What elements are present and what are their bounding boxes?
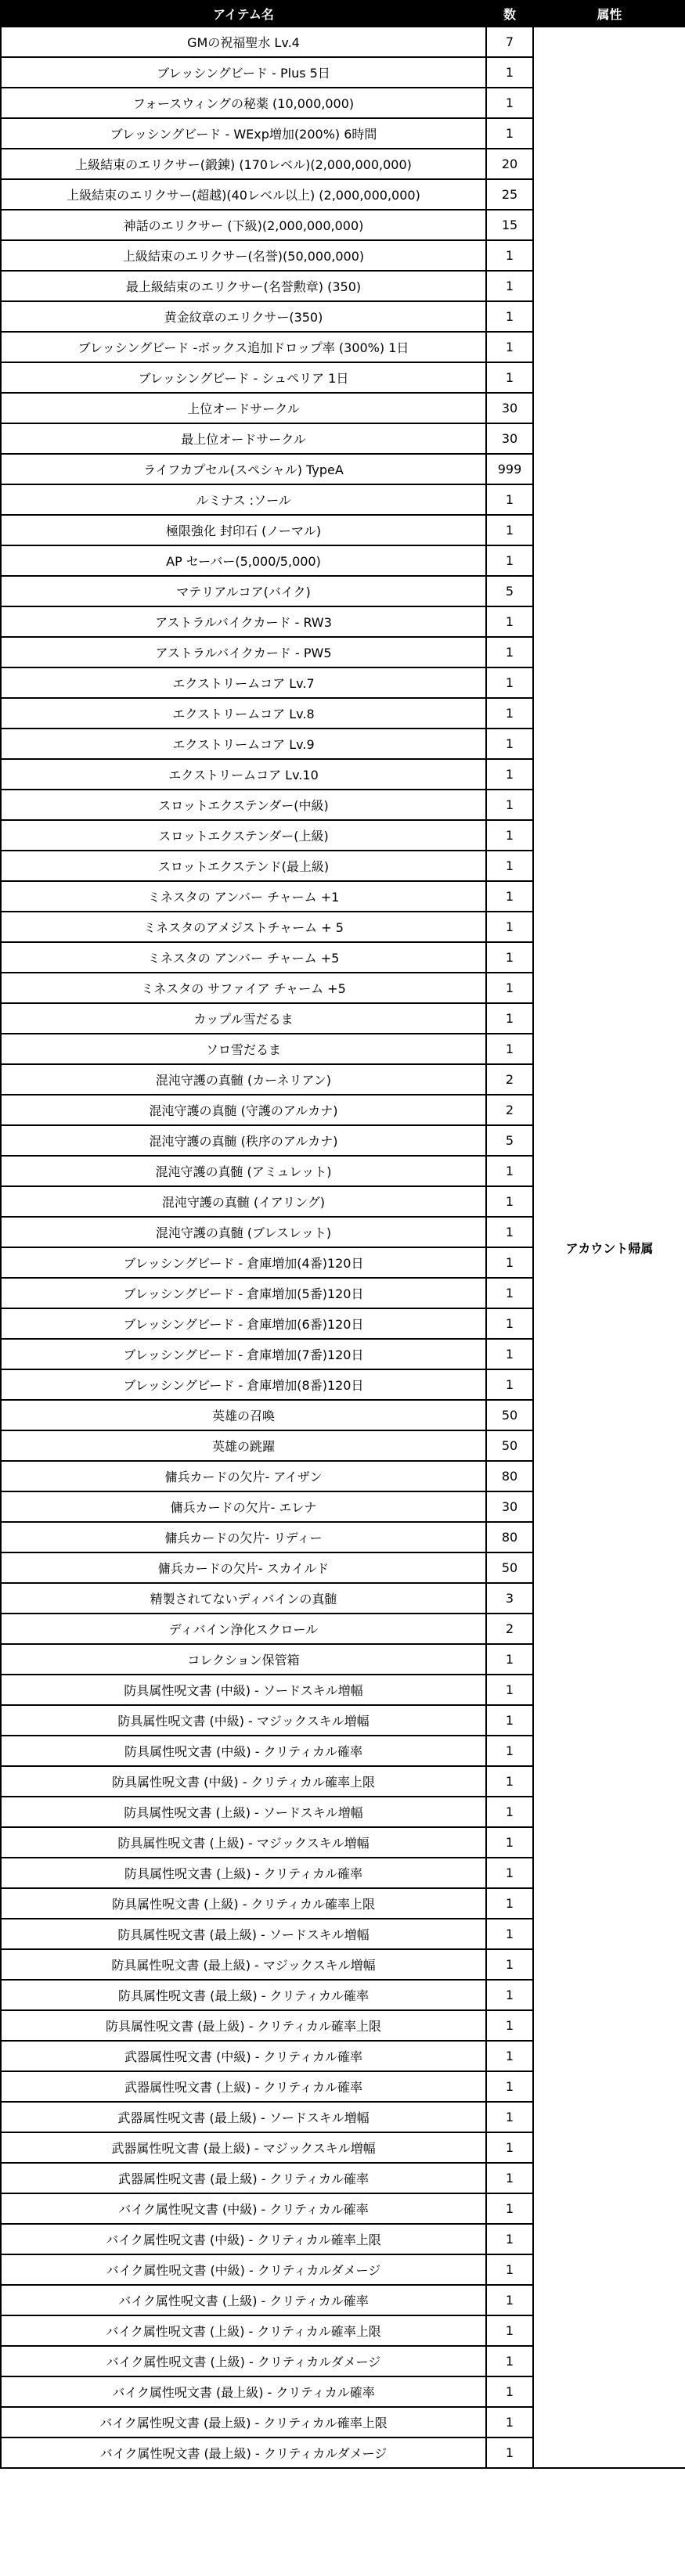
header-row <box>1 1 685 27</box>
item-quantity-cell: 1 <box>486 88 533 118</box>
table-row <box>1 27 685 57</box>
item-name-cell: ソロ雪だるま <box>1 1034 486 1064</box>
attribute-cell: アカウント帰属 <box>533 27 685 2468</box>
item-name-cell: 防具属性呪文書 (中級) - クリティカル確率上限 <box>1 1766 486 1797</box>
item-quantity-cell: 1 <box>486 1339 533 1369</box>
item-quantity-cell: 1 <box>486 1278 533 1308</box>
item-name-cell: 防具属性呪文書 (最上級) - クリティカル確率 <box>1 1980 486 2010</box>
item-name-cell: ミネスタの アンバー チャーム +1 <box>1 881 486 912</box>
item-name-cell: 武器属性呪文書 (最上級) - マジックスキル増幅 <box>1 2132 486 2163</box>
item-quantity-cell: 1 <box>486 1034 533 1064</box>
item-quantity-cell: 1 <box>486 484 533 515</box>
item-name-cell: ブレッシングビード - WExp増加(200%) 6時間 <box>1 118 486 149</box>
item-name-cell: 混沌守護の真髄 (カーネリアン) <box>1 1064 486 1095</box>
item-quantity-cell: 1 <box>486 912 533 942</box>
item-name-cell: 防具属性呪文書 (上級) - マジックスキル増幅 <box>1 1827 486 1858</box>
item-name-cell: エクストリームコア Lv.7 <box>1 667 486 698</box>
item-name-cell: ブレッシングビード - 倉庫増加(7番)120日 <box>1 1339 486 1369</box>
item-name-cell: 傭兵カードの欠片- リディー <box>1 1522 486 1552</box>
item-quantity-cell: 1 <box>486 1949 533 1980</box>
item-name-cell: バイク属性呪文書 (中級) - クリティカル確率 <box>1 2193 486 2224</box>
item-name-cell: 最上級結束のエリクサー(名誉勲章) (350) <box>1 271 486 301</box>
item-name-cell: 最上位オードサークル <box>1 423 486 454</box>
item-quantity-cell: 1 <box>486 1003 533 1034</box>
item-name-cell: フォースウィングの秘薬 (10,000,000) <box>1 88 486 118</box>
item-quantity-cell: 1 <box>486 1308 533 1339</box>
item-quantity-cell: 1 <box>486 1736 533 1766</box>
item-name-cell: 上級結束のエリクサー(超越)(40レベル以上) (2,000,000,000) <box>1 179 486 210</box>
item-name-cell: スロットエクステンダー(中級) <box>1 790 486 820</box>
item-quantity-cell: 15 <box>486 210 533 240</box>
item-name-cell: ブレッシングビード - シュペリア 1日 <box>1 362 486 393</box>
item-name-cell: バイク属性呪文書 (最上級) - クリティカル確率上限 <box>1 2407 486 2437</box>
item-name-cell: 混沌守護の真髄 (アミュレット) <box>1 1156 486 1186</box>
item-name-cell: 英雄の召喚 <box>1 1400 486 1430</box>
item-name-cell: コレクション保管箱 <box>1 1644 486 1675</box>
item-quantity-cell: 1 <box>486 606 533 637</box>
item-name-cell: 混沌守護の真髄 (守護のアルカナ) <box>1 1095 486 1125</box>
item-name-cell: スロットエクステンダー(上級) <box>1 820 486 851</box>
item-quantity-cell: 1 <box>486 2407 533 2437</box>
item-quantity-cell: 1 <box>486 759 533 790</box>
item-quantity-cell: 1 <box>486 57 533 88</box>
item-quantity-cell: 1 <box>486 1766 533 1797</box>
item-quantity-cell: 3 <box>486 1583 533 1614</box>
item-name-cell: バイク属性呪文書 (最上級) - クリティカル確率 <box>1 2376 486 2407</box>
item-name-cell: 混沌守護の真髄 (イアリング) <box>1 1186 486 1217</box>
header-attribute: 属性 <box>533 1 685 27</box>
item-quantity-cell: 1 <box>486 1705 533 1736</box>
item-name-cell: ブレッシングビード - 倉庫増加(4番)120日 <box>1 1247 486 1278</box>
item-quantity-cell: 1 <box>486 2163 533 2193</box>
item-name-cell: 武器属性呪文書 (最上級) - クリティカル確率 <box>1 2163 486 2193</box>
item-quantity-cell: 1 <box>486 2346 533 2376</box>
item-quantity-cell: 1 <box>486 240 533 271</box>
item-name-cell: 防具属性呪文書 (最上級) - ソードスキル増幅 <box>1 1919 486 1949</box>
item-quantity-cell: 80 <box>486 1522 533 1552</box>
item-name-cell: バイク属性呪文書 (上級) - クリティカルダメージ <box>1 2346 486 2376</box>
item-quantity-cell: 1 <box>486 332 533 362</box>
item-name-cell: 防具属性呪文書 (上級) - クリティカル確率 <box>1 1858 486 1888</box>
item-quantity-cell: 1 <box>486 2010 533 2041</box>
item-quantity-cell: 1 <box>486 1919 533 1949</box>
item-quantity-cell: 1 <box>486 2376 533 2407</box>
item-name-cell: 傭兵カードの欠片- エレナ <box>1 1491 486 1522</box>
item-quantity-cell: 1 <box>486 2285 533 2315</box>
item-quantity-cell: 1 <box>486 637 533 667</box>
item-name-cell: 精製されてないディバインの真髄 <box>1 1583 486 1614</box>
item-quantity-cell: 50 <box>486 1552 533 1583</box>
item-name-cell: 防具属性呪文書 (中級) - クリティカル確率 <box>1 1736 486 1766</box>
item-quantity-cell: 1 <box>486 1858 533 1888</box>
item-quantity-cell: 7 <box>486 27 533 57</box>
item-name-cell: 神話のエリクサー (下級)(2,000,000,000) <box>1 210 486 240</box>
item-name-cell: 上位オードサークル <box>1 393 486 423</box>
item-name-cell: カップル雪だるま <box>1 1003 486 1034</box>
item-name-cell: GMの祝福聖水 Lv.4 <box>1 27 486 57</box>
item-quantity-cell: 1 <box>486 515 533 545</box>
item-name-cell: バイク属性呪文書 (上級) - クリティカル確率 <box>1 2285 486 2315</box>
item-quantity-cell: 2 <box>486 1064 533 1095</box>
item-quantity-cell: 1 <box>486 1797 533 1827</box>
item-name-cell: AP セーバー(5,000/5,000) <box>1 545 486 576</box>
item-quantity-cell: 1 <box>486 362 533 393</box>
item-name-cell: ライフカプセル(スペシャル) TypeA <box>1 454 486 484</box>
item-quantity-cell: 1 <box>486 118 533 149</box>
item-quantity-cell: 1 <box>486 1980 533 2010</box>
header-item-name: アイテム名 <box>1 1 486 27</box>
header-quantity: 数 <box>486 1 533 27</box>
item-name-cell: マテリアルコア(バイク) <box>1 576 486 606</box>
item-name-cell: 英雄の跳躍 <box>1 1430 486 1461</box>
item-name-cell: 混沌守護の真髄 (ブレスレット) <box>1 1217 486 1247</box>
item-name-cell: ブレッシングビード -ボックス追加ドロップ率 (300%) 1日 <box>1 332 486 362</box>
item-quantity-cell: 1 <box>486 942 533 973</box>
item-quantity-cell: 1 <box>486 820 533 851</box>
item-quantity-cell: 1 <box>486 1156 533 1186</box>
item-name-cell: ルミナス :ソール <box>1 484 486 515</box>
item-quantity-cell: 999 <box>486 454 533 484</box>
item-quantity-cell: 2 <box>486 1095 533 1125</box>
item-name-cell: 傭兵カードの欠片- スカイルド <box>1 1552 486 1583</box>
item-name-cell: スロットエクステンド(最上級) <box>1 851 486 881</box>
table-body <box>1 27 685 2468</box>
item-quantity-cell: 1 <box>486 2254 533 2285</box>
item-name-cell: アストラルバイクカード - PW5 <box>1 637 486 667</box>
item-quantity-cell: 50 <box>486 1430 533 1461</box>
item-name-cell: 防具属性呪文書 (上級) - クリティカル確率上限 <box>1 1888 486 1919</box>
item-quantity-cell: 20 <box>486 149 533 179</box>
item-quantity-cell: 1 <box>486 1186 533 1217</box>
item-name-cell: 武器属性呪文書 (最上級) - ソードスキル増幅 <box>1 2102 486 2132</box>
item-name-cell: エクストリームコア Lv.10 <box>1 759 486 790</box>
item-quantity-cell: 25 <box>486 179 533 210</box>
item-name-cell: バイク属性呪文書 (中級) - クリティカルダメージ <box>1 2254 486 2285</box>
item-quantity-cell: 1 <box>486 667 533 698</box>
item-name-cell: 極限強化 封印石 (ノーマル) <box>1 515 486 545</box>
item-quantity-cell: 1 <box>486 2041 533 2071</box>
item-name-cell: バイク属性呪文書 (最上級) - クリティカルダメージ <box>1 2437 486 2468</box>
item-name-cell: ブレッシングビード - 倉庫増加(5番)120日 <box>1 1278 486 1308</box>
item-quantity-cell: 1 <box>486 790 533 820</box>
item-quantity-cell: 2 <box>486 1614 533 1644</box>
item-quantity-cell: 1 <box>486 301 533 332</box>
item-quantity-cell: 1 <box>486 851 533 881</box>
item-quantity-cell: 1 <box>486 1827 533 1858</box>
item-quantity-cell: 1 <box>486 2132 533 2163</box>
item-name-cell: ブレッシングビード - 倉庫増加(6番)120日 <box>1 1308 486 1339</box>
item-quantity-cell: 1 <box>486 1675 533 1705</box>
item-name-cell: 防具属性呪文書 (最上級) - マジックスキル増幅 <box>1 1949 486 1980</box>
item-name-cell: ミネスタの サファイア チャーム +5 <box>1 973 486 1003</box>
item-quantity-cell: 1 <box>486 2224 533 2254</box>
item-name-cell: バイク属性呪文書 (上級) - クリティカル確率上限 <box>1 2315 486 2346</box>
item-name-cell: ブレッシングビード - 倉庫増加(8番)120日 <box>1 1369 486 1400</box>
item-quantity-cell: 5 <box>486 576 533 606</box>
item-quantity-cell: 50 <box>486 1400 533 1430</box>
item-quantity-cell: 1 <box>486 881 533 912</box>
item-name-cell: ディバイン浄化スクロール <box>1 1614 486 1644</box>
item-quantity-cell: 80 <box>486 1461 533 1491</box>
item-name-cell: 上級結束のエリクサー(鍛錬) (170レベル)(2,000,000,000) <box>1 149 486 179</box>
item-name-cell: エクストリームコア Lv.9 <box>1 729 486 759</box>
item-name-cell: 防具属性呪文書 (中級) - マジックスキル増幅 <box>1 1705 486 1736</box>
table-header <box>1 1 685 27</box>
item-name-cell: ミネスタの アンバー チャーム +5 <box>1 942 486 973</box>
item-quantity-cell: 30 <box>486 1491 533 1522</box>
item-name-cell: ブレッシングビード - Plus 5日 <box>1 57 486 88</box>
item-quantity-cell: 1 <box>486 1217 533 1247</box>
item-quantity-cell: 30 <box>486 393 533 423</box>
item-name-cell: 武器属性呪文書 (上級) - クリティカル確率 <box>1 2071 486 2102</box>
item-name-cell: バイク属性呪文書 (中級) - クリティカル確率上限 <box>1 2224 486 2254</box>
item-quantity-cell: 1 <box>486 698 533 729</box>
item-quantity-cell: 30 <box>486 423 533 454</box>
item-quantity-cell: 1 <box>486 1888 533 1919</box>
item-quantity-cell: 1 <box>486 271 533 301</box>
item-quantity-cell: 1 <box>486 729 533 759</box>
item-name-cell: 防具属性呪文書 (最上級) - クリティカル確率上限 <box>1 2010 486 2041</box>
item-quantity-cell: 1 <box>486 2071 533 2102</box>
item-name-cell: 傭兵カードの欠片- アイザン <box>1 1461 486 1491</box>
item-name-cell: 上級結束のエリクサー(名誉)(50,000,000) <box>1 240 486 271</box>
item-name-cell: 武器属性呪文書 (中級) - クリティカル確率 <box>1 2041 486 2071</box>
item-quantity-cell: 1 <box>486 2102 533 2132</box>
item-quantity-cell: 1 <box>486 2315 533 2346</box>
item-quantity-cell: 1 <box>486 1247 533 1278</box>
item-quantity-cell: 1 <box>486 973 533 1003</box>
item-quantity-cell: 5 <box>486 1125 533 1156</box>
item-name-cell: アストラルバイクカード - RW3 <box>1 606 486 637</box>
item-name-cell: 防具属性呪文書 (上級) - ソードスキル増幅 <box>1 1797 486 1827</box>
item-quantity-cell: 1 <box>486 2193 533 2224</box>
item-name-cell: 黄金紋章のエリクサー(350) <box>1 301 486 332</box>
item-quantity-cell: 1 <box>486 1369 533 1400</box>
item-quantity-cell: 1 <box>486 1644 533 1675</box>
item-name-cell: 混沌守護の真髄 (秩序のアルカナ) <box>1 1125 486 1156</box>
item-quantity-cell: 1 <box>486 2437 533 2468</box>
item-quantity-cell: 1 <box>486 545 533 576</box>
item-name-cell: ミネスタのアメジストチャーム + 5 <box>1 912 486 942</box>
item-name-cell: 防具属性呪文書 (中級) - ソードスキル増幅 <box>1 1675 486 1705</box>
item-name-cell: エクストリームコア Lv.8 <box>1 698 486 729</box>
